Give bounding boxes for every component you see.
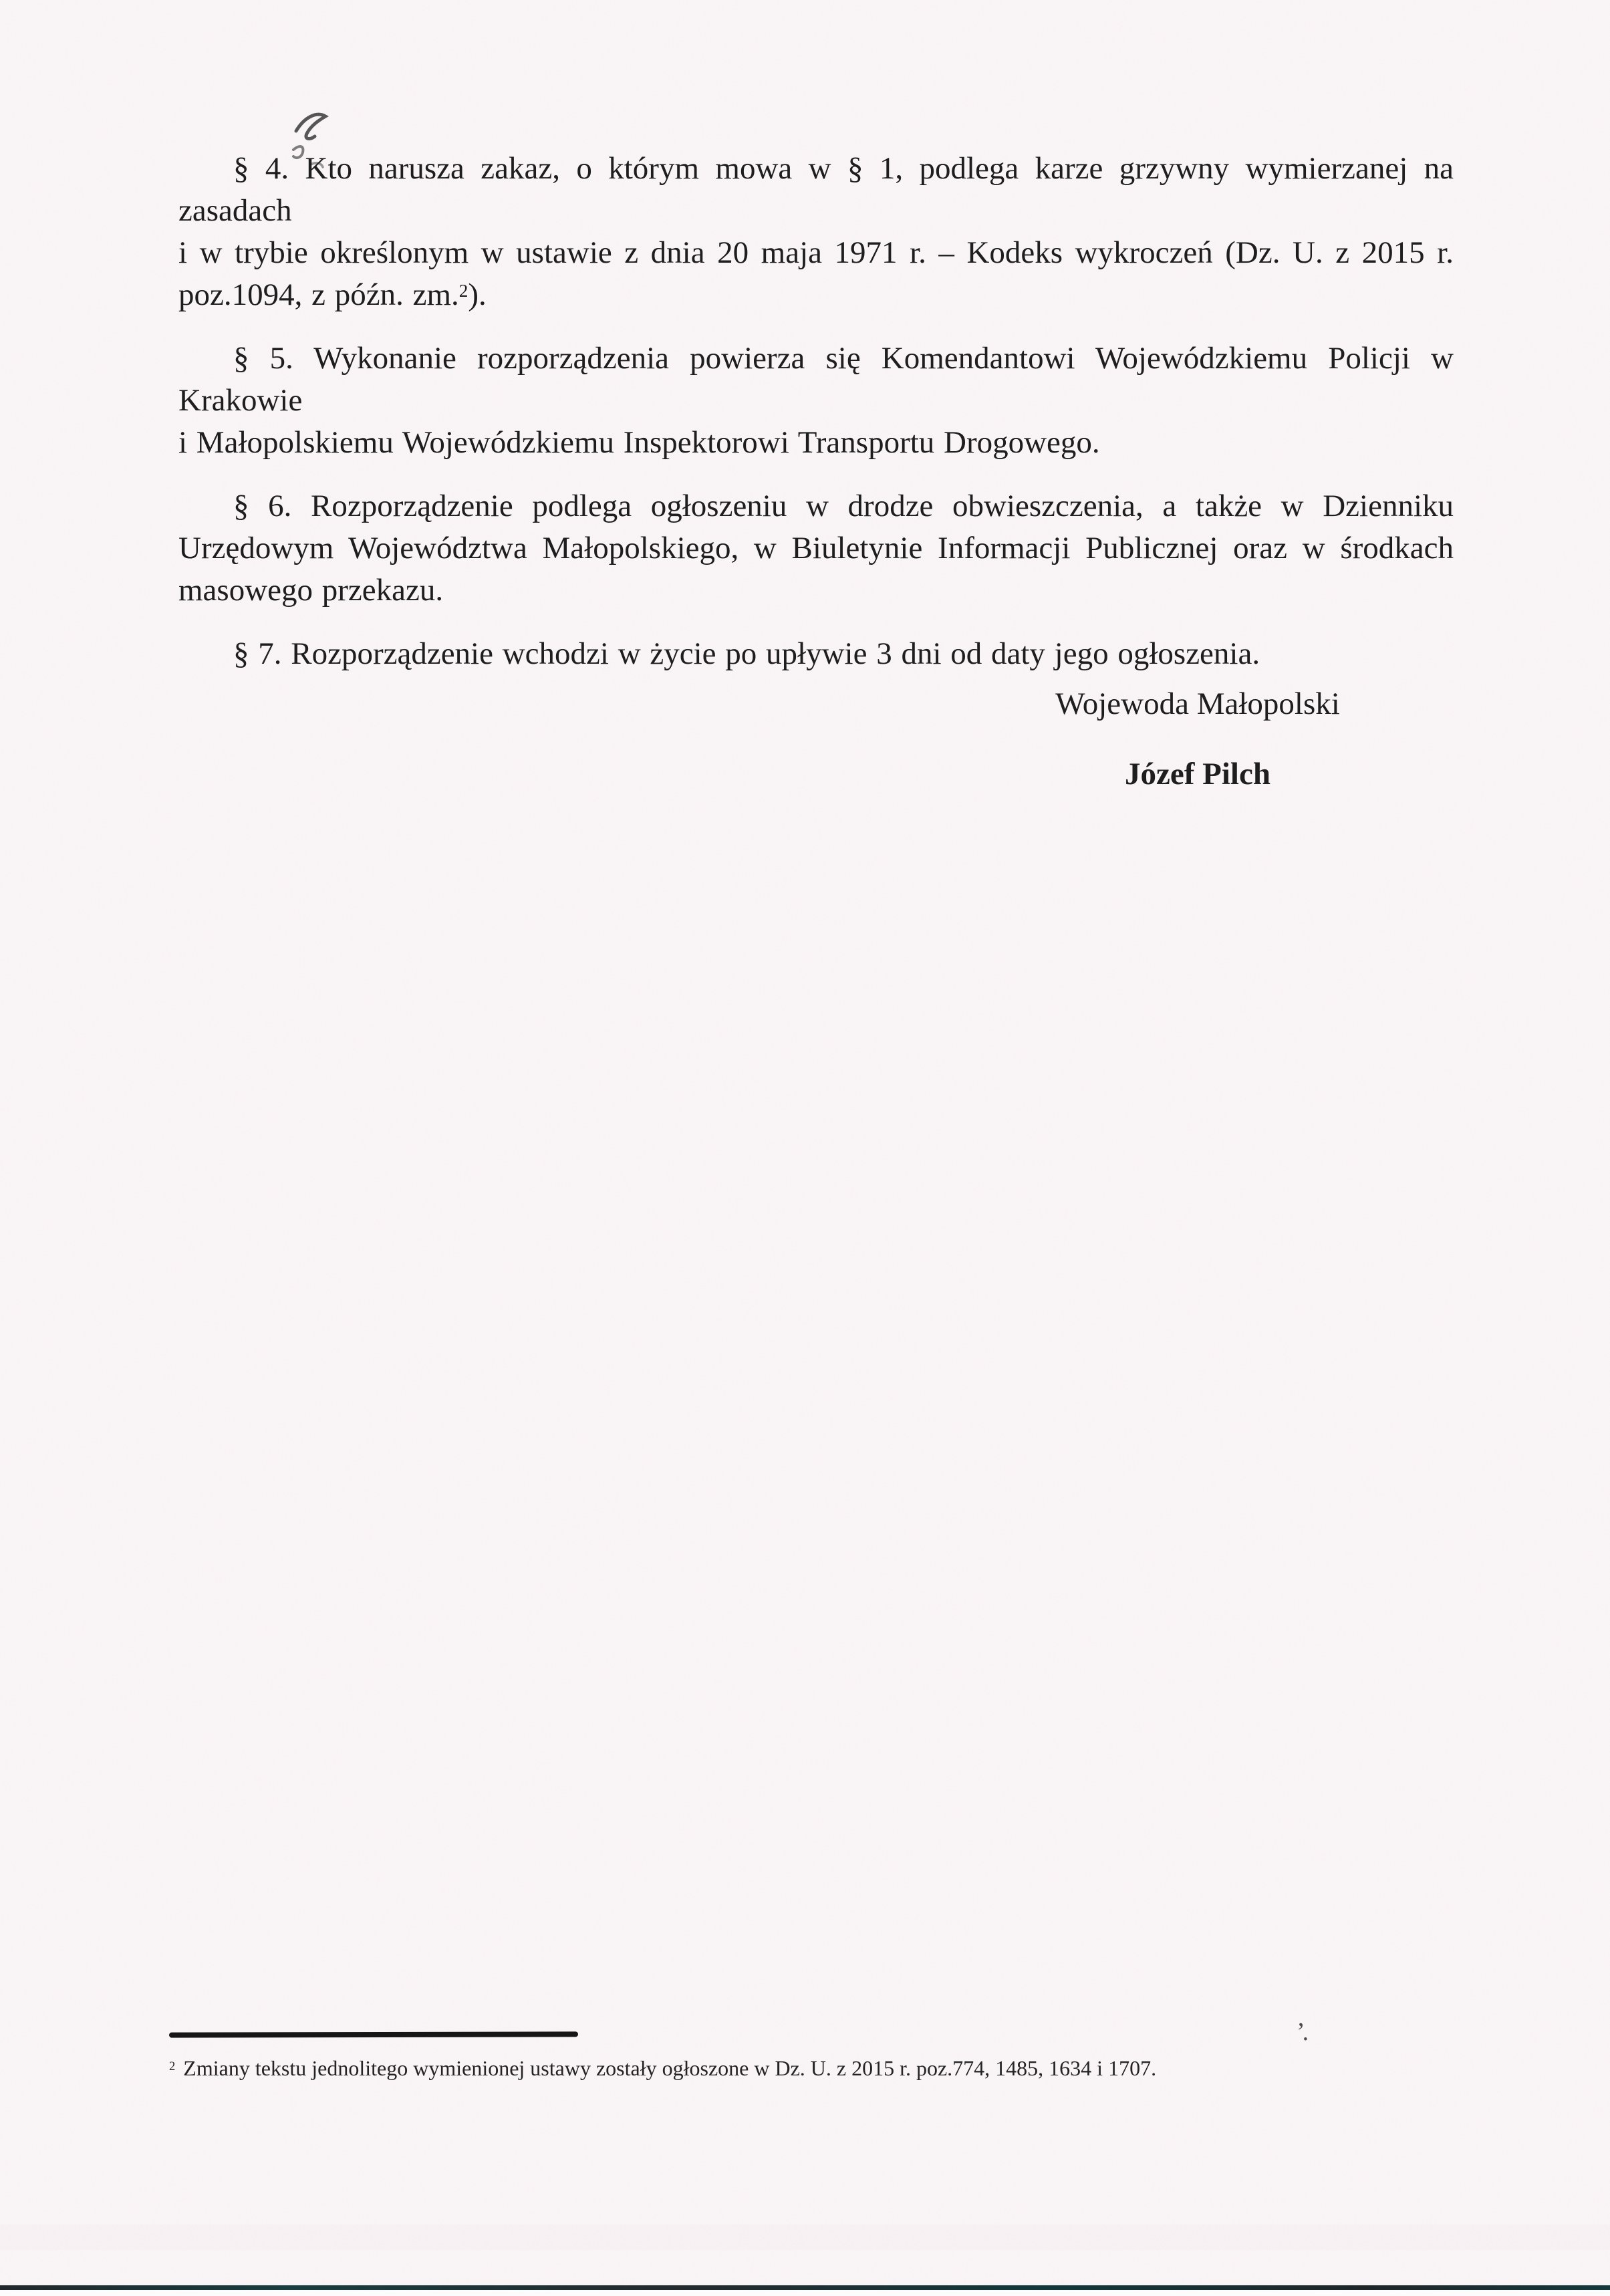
document-body	[178, 148, 1454, 675]
footnote-text	[169, 2053, 1345, 2083]
text-line	[178, 274, 1454, 316]
paragraph-section-7	[178, 633, 1454, 675]
scan-edge-line	[0, 2285, 1610, 2290]
footnote-separator-rule	[169, 2031, 578, 2037]
text-segment: poz.1094, z późn. zm.	[178, 277, 459, 312]
text-line: masowego przekazu.	[178, 573, 444, 608]
signature-block	[997, 683, 1398, 795]
text-segment: ).	[468, 277, 487, 312]
paragraph-section-5	[178, 338, 1454, 464]
text-line: § 4. Kto narusza zakaz, o którym mowa w § 1, podlega karze grzywny wymierzanej na zasadach	[178, 151, 1454, 228]
text-line: § 7. Rozporządzenie wchodzi w życie po upływie 3 dni od daty jego ogłoszenia.	[233, 636, 1260, 671]
text-line: Urzędowym Województwa Małopolskiego, w Biuletynie Informacji Publicznej oraz w środkach	[178, 531, 1454, 565]
signature-name: Józef Pilch	[1125, 757, 1270, 791]
text-line: i Małopolskiemu Wojewódzkiemu Inspektorowi Transportu Drogowego.	[178, 425, 1100, 460]
text-line: § 6. Rozporządzenie podlega ogłoszeniu w drodze obwieszczenia, a także w Dzienniku	[233, 489, 1454, 523]
footnote-marker-superscript: 2	[169, 2059, 176, 2073]
scan-edge-below-strip	[0, 2290, 1610, 2296]
stray-ink-mark: ’.	[1297, 2018, 1307, 2046]
footnote-ref-superscript: 2	[458, 280, 468, 301]
signature-title: Wojewoda Małopolski	[1055, 686, 1340, 721]
paragraph-section-6	[178, 485, 1454, 612]
footnote-area	[169, 2032, 1345, 2083]
text-line: i w trybie określonym w ustawie z dnia 20 maja 1971 r. – Kodeks wykroczeń (Dz. U. z 2015 r.	[178, 235, 1454, 270]
text-line: § 5. Wykonanie rozporządzenia powierza się Komendantowi Wojewódzkiemu Policji w Krakowie	[178, 341, 1454, 418]
paragraph-section-4	[178, 148, 1454, 316]
footnote-text-body: Zmiany tekstu jednolitego wymienionej ustawy zostały ogłoszone w Dz. U. z 2015 r. poz.774, 1485, 1634 i 1707.	[183, 2056, 1157, 2080]
